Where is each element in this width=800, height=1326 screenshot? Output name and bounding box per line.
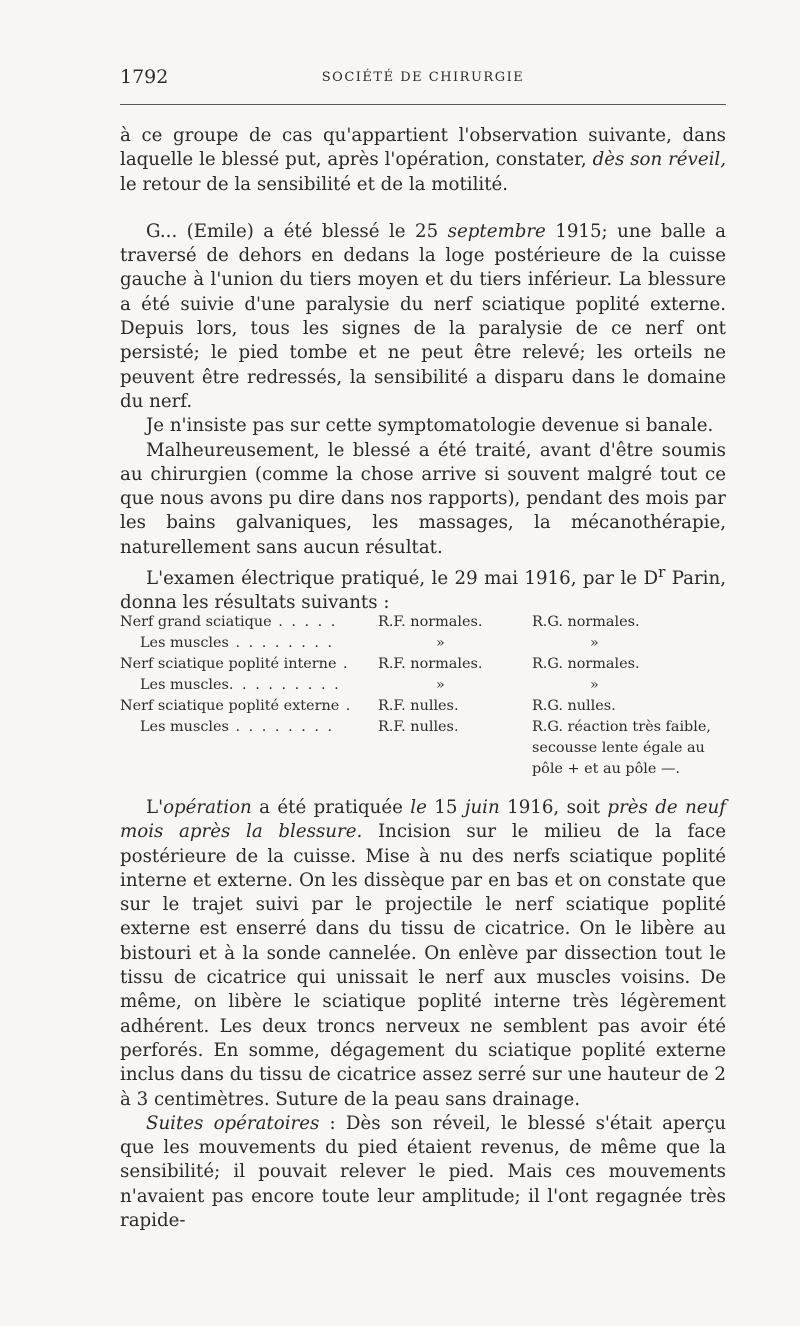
text-run: Incision sur le milieu de la face postérieure de la cuisse. Mise à nu des nerfs sciatique poplité interne et externe. On les dissèque par en bas et on constate que sur le trajet suivi par le projectile le nerf sciatique poplité externe est enserré dans du tissu de cicatrice. On le libère au bistouri et à la sonde cannelée. On enlève par dissection tout le tissu de cicatrice qui unissait le nerf aux muscles voisins. De même, on libère le sciatique poplité interne très légèrement adhérent. Les deux troncs nerveux ne semblent pas avoir été perforés. En somme, dégagement du sciatique poplité externe inclus dans du tissu de cicatrice assez serré sur une hauteur de 2 à 3 centimètres. Suture de la peau sans drainage.: [120, 821, 726, 1110]
exam-rg-value: R.G. normales.: [531, 614, 640, 630]
exam-rf-value: [378, 759, 532, 780]
exam-rf-value: »: [436, 677, 445, 693]
nerve-name: Nerf sciatique poplité interne: [120, 656, 337, 672]
exam-row: [120, 654, 756, 675]
leader-dots: . . . . . . . . .: [228, 677, 341, 693]
emphasis: dès son réveil,: [592, 149, 726, 171]
paragraph-operation: [120, 796, 726, 1112]
exam-nerve-label: [120, 654, 378, 675]
exam-rf-value: [378, 738, 532, 759]
text-run: le retour de la sensibilité et de la motilité.: [120, 173, 509, 195]
exam-nerve-label: [120, 717, 378, 738]
leader-dots: . . . . .: [271, 614, 338, 630]
emphasis: opération: [163, 797, 252, 818]
text-run: Parin, donna les résultats suivants :: [120, 568, 726, 614]
running-title: SOCIÉTÉ DE CHIRURGIE: [321, 70, 525, 85]
nerve-name: Les muscles: [140, 677, 229, 693]
emphasis: septembre: [447, 220, 546, 242]
paragraph-treatment: Malheureusement, le blessé a été traité, avant d'être soumis au chirurgien (comme la chose arrive si souvent malgré tout ce que nous avons pu dire dans nos rapports), pendant des mois par les bains galvaniques, les massages, la mécanothérapie, naturellement sans aucun résultat.: [120, 439, 726, 558]
leader-dots: . . . . . . . .: [228, 635, 335, 651]
body-text-top: [120, 124, 726, 616]
paragraph-case-history: [120, 220, 726, 414]
paragraph-symptomatology: Je n'insiste pas sur cette symptomatologie devenue si banale.: [146, 415, 714, 437]
exam-row: [120, 612, 756, 633]
emphasis: Suites opératoires: [146, 1112, 320, 1134]
exam-rg-value: »: [589, 677, 599, 693]
exam-rg-value: secousse lente égale au: [531, 740, 705, 756]
exam-row: [120, 675, 756, 696]
text-run: a été pratiquée: [251, 797, 411, 818]
exam-nerve-label: [120, 675, 378, 696]
exam-rg-value: R.G. réaction très faible,: [531, 719, 711, 735]
superscript: r: [658, 563, 666, 582]
running-header: [120, 66, 726, 90]
exam-nerve-label: [120, 633, 378, 654]
text-run: L': [146, 797, 164, 818]
exam-rg-value: »: [589, 635, 599, 651]
exam-row: [120, 738, 756, 759]
exam-results-body: [120, 612, 756, 780]
leader-dots: .: [336, 656, 350, 672]
paragraph-intro: [120, 124, 726, 197]
text-run: à ce groupe de cas qu'appartient l'observation suivante, dans laquelle le blessé put, après l'opération, constater,: [120, 125, 726, 171]
header-rule: [120, 104, 726, 105]
exam-rf-value: R.F. nulles.: [378, 698, 459, 714]
emphasis: le: [410, 797, 427, 818]
page-number: 1792: [120, 66, 169, 88]
nerve-name: Les muscles: [140, 635, 229, 651]
text-run: 1916, soit: [499, 797, 608, 818]
nerve-name: Nerf sciatique poplité externe: [120, 698, 340, 714]
text-run: : Dès son réveil, le blessé s'était aperçu que les mouvements du pied étaient revenus, de même que la sensibilité; il pouvait relever le pied. Mais ces mouvements n'avaient pas encore toute leur amplitude; il l'ont regagnée très rapide-: [120, 1112, 726, 1232]
exam-nerve-label: [120, 759, 378, 780]
nerve-name: Nerf grand sciatique: [120, 614, 272, 630]
leader-dots: .: [339, 698, 353, 714]
exam-row: [120, 633, 756, 654]
exam-row: [120, 717, 756, 738]
text-run: G... (Emile) a été blessé le 25: [146, 220, 448, 242]
emphasis: près de neuf mois après la blessure.: [120, 797, 726, 843]
body-text-bottom: [120, 796, 726, 1233]
exam-row: [120, 759, 756, 780]
paragraph-electric-exam: [120, 560, 726, 616]
text-run: 1915; une balle a traversé de dehors en dedans la loge postérieure de la cuisse gauche à l'union du tiers moyen et du tiers inférieur. La blessure a été suivie d'une paralysie du nerf sciatique poplité externe. Depuis lors, tous les signes de la paralysie de ce nerf ont persisté; le pied tombe et ne peut être relevé; les orteils ne peuvent être redressés, la sensibilité a disparu dans le domaine du nerf.: [120, 220, 726, 412]
paragraph-suites-operatoires: [120, 1112, 726, 1233]
exam-row: [120, 696, 756, 717]
exam-rf-value: R.F. normales.: [378, 614, 483, 630]
exam-nerve-label: [120, 696, 378, 717]
exam-results-table: [120, 612, 756, 780]
leader-dots: . . . . . . . .: [228, 719, 335, 735]
emphasis: juin: [464, 797, 500, 818]
exam-nerve-label: [120, 738, 378, 759]
text-run: L'examen électrique pratiqué, le 29 mai 1916, par le D: [146, 568, 659, 590]
exam-rg-value: pôle + et au pôle —.: [531, 761, 680, 777]
exam-rf-value: R.F. nulles.: [378, 719, 459, 735]
paragraph-gap: [120, 197, 726, 220]
exam-rg-value: R.G. normales.: [531, 656, 640, 672]
exam-rg-value: R.G. nulles.: [531, 698, 616, 714]
text-run: 15: [426, 797, 465, 818]
exam-nerve-label: [120, 612, 378, 633]
exam-rf-value: »: [436, 635, 445, 651]
nerve-name: Les muscles: [140, 719, 229, 735]
exam-rf-value: R.F. normales.: [378, 656, 483, 672]
